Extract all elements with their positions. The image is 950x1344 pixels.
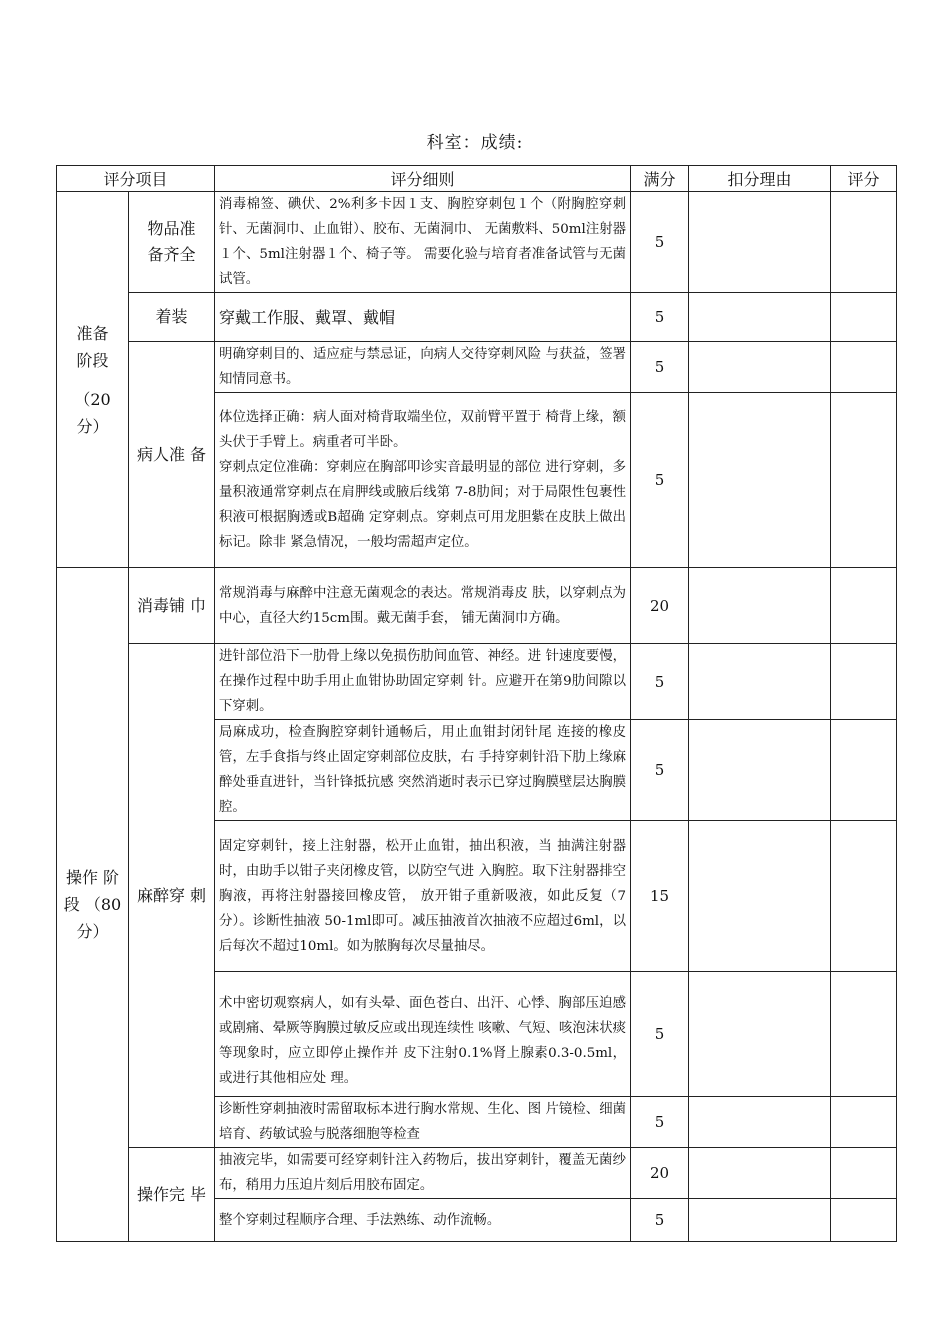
deduction-reason-cell[interactable] (689, 1097, 831, 1148)
full-score-cell: 5 (631, 644, 689, 720)
detail-cell: 术中密切观察病人，如有头晕、面色苍白、出汗、心悸、胸部压迫感或剧痛、晕厥等胸膜过敏反应或出现连续性 咳嗽、气短、咳泡沫状痰等现象时，应立即停止操作并 皮下注射0.1%肾上腺素0.3-0.5ml，或进行其他相应处 理。 (215, 972, 631, 1097)
score-cell[interactable] (831, 821, 897, 972)
full-score-cell: 5 (631, 393, 689, 568)
full-score-cell: 5 (631, 192, 689, 293)
full-score-cell: 5 (631, 1097, 689, 1148)
detail-cell: 常规消毒与麻醉中注意无菌观念的表达。常规消毒皮 肤，以穿刺点为中心，直径大约15cm围。戴无菌手套， 铺无菌洞巾方确。 (215, 568, 631, 644)
item-anesth: 麻醉穿 刺 (129, 644, 215, 1148)
table-row (57, 1148, 897, 1199)
score-cell[interactable] (831, 1097, 897, 1148)
table-row (57, 568, 897, 644)
detail-cell: 体位选择正确：病人面对椅背取端坐位，双前臂平置于 椅背上缘，额头伏于手臂上。病重者可半卧。 穿刺点定位准确：穿刺应在胸部叩诊实音最明显的部位 进行穿刺，多量积液通常穿刺点在肩胛线或腋后线第 7-8肋间；对于局限性包裹性积液可根据胸透或B超确 定穿刺点。穿刺点可用龙胆紫在皮肤上做出标记。除非 紧急情况，一般均需超声定位。 (215, 393, 631, 568)
score-cell[interactable] (831, 972, 897, 1097)
deduction-reason-cell[interactable] (689, 192, 831, 293)
scoring-table (56, 165, 897, 1242)
score-cell[interactable] (831, 644, 897, 720)
detail-cell: 进针部位沿下一肋骨上缘以免损伤肋间血管、神经。进 针速度要慢，在操作过程中助手用止血钳协助固定穿刺 针。应避开在第9肋间隙以下穿刺。 (215, 644, 631, 720)
deduction-reason-cell[interactable] (689, 342, 831, 393)
item-disinfect: 消毒铺 巾 (129, 568, 215, 644)
col-header-deduction-reason: 扣分理由 (689, 166, 831, 192)
score-cell[interactable] (831, 1199, 897, 1242)
detail-cell: 抽液完毕，如需要可经穿刺针注入药物后，拔出穿刺针，覆盖无菌纱布，稍用力压迫片刻后用胶布固定。 (215, 1148, 631, 1199)
full-score-cell: 5 (631, 972, 689, 1097)
deduction-reason-cell[interactable] (689, 393, 831, 568)
score-cell[interactable] (831, 720, 897, 821)
item-dress: 着装 (129, 293, 215, 342)
full-score-cell: 5 (631, 720, 689, 821)
score-cell[interactable] (831, 342, 897, 393)
deduction-reason-cell[interactable] (689, 1199, 831, 1242)
score-cell[interactable] (831, 393, 897, 568)
full-score-cell: 5 (631, 293, 689, 342)
col-header-detail: 评分细则 (215, 166, 631, 192)
stage-prep: 准备 阶段 （20 分） (57, 192, 129, 568)
table-row (57, 342, 897, 393)
col-header-full-score: 满分 (631, 166, 689, 192)
detail-cell: 整个穿刺过程顺序合理、手法熟练、动作流畅。 (215, 1199, 631, 1242)
deduction-reason-cell[interactable] (689, 1148, 831, 1199)
full-score-cell: 5 (631, 342, 689, 393)
item-patient: 病人准 备 (129, 342, 215, 568)
table-row (57, 293, 897, 342)
table-row (57, 192, 897, 293)
full-score-cell: 20 (631, 1148, 689, 1199)
table-header-row (57, 166, 897, 192)
col-header-item: 评分项目 (57, 166, 215, 192)
page-header: 科室：成绩: (426, 133, 524, 153)
full-score-cell: 5 (631, 1199, 689, 1242)
deduction-reason-cell[interactable] (689, 293, 831, 342)
deduction-reason-cell[interactable] (689, 568, 831, 644)
score-cell[interactable] (831, 293, 897, 342)
full-score-cell: 15 (631, 821, 689, 972)
item-finish: 操作完 毕 (129, 1148, 215, 1242)
item-goods: 物品准 备齐全 (129, 192, 215, 293)
table-row (57, 644, 897, 720)
detail-cell: 穿戴工作服、戴罩、戴帽 (215, 293, 631, 342)
detail-cell: 明确穿刺目的、适应症与禁忌证，向病人交待穿刺风险 与获益，签署知情同意书。 (215, 342, 631, 393)
deduction-reason-cell[interactable] (689, 720, 831, 821)
detail-cell: 诊断性穿刺抽液时需留取标本进行胸水常规、生化、图 片镜检、细菌培育、药敏试验与脱落细胞等检查 (215, 1097, 631, 1148)
score-cell[interactable] (831, 192, 897, 293)
deduction-reason-cell[interactable] (689, 644, 831, 720)
score-cell[interactable] (831, 568, 897, 644)
detail-cell: 局麻成功，检查胸腔穿刺针通畅后，用止血钳封闭针尾 连接的橡皮管，左手食指与终止固定穿刺部位皮肤，右 手持穿刺针沿下肋上缘麻醉处垂直进针，当针锋抵抗感 突然消逝时表示已穿过胸膜壁层达胸膜腔。 (215, 720, 631, 821)
detail-cell: 消毒棉签、碘伏、2%利多卡因１支、胸腔穿刺包１个（附胸腔穿刺针、无菌洞巾、止血钳）、胶布、无菌洞巾、 无菌敷料、50ml注射器１个、5ml注射器１个、椅子等。 需要化验与培育者准备试管与无菌试管。 (215, 192, 631, 293)
detail-cell: 固定穿刺针，接上注射器，松开止血钳，抽出积液，当 抽满注射器时，由助手以钳子夹闭橡皮管，以防空气进 入胸腔。取下注射器排空胸液，再将注射器接回橡皮管， 放开钳子重新吸液，如此反复（7分）。诊断性抽液 50-1ml即可。减压抽液首次抽液不应超过6ml，以 后每次不超过10ml。如为脓胸每次尽量抽尽。 (215, 821, 631, 972)
deduction-reason-cell[interactable] (689, 821, 831, 972)
col-header-score: 评分 (831, 166, 897, 192)
score-cell[interactable] (831, 1148, 897, 1199)
stage-op: 操作 阶 段 （80 分） (57, 568, 129, 1242)
full-score-cell: 20 (631, 568, 689, 644)
deduction-reason-cell[interactable] (689, 972, 831, 1097)
